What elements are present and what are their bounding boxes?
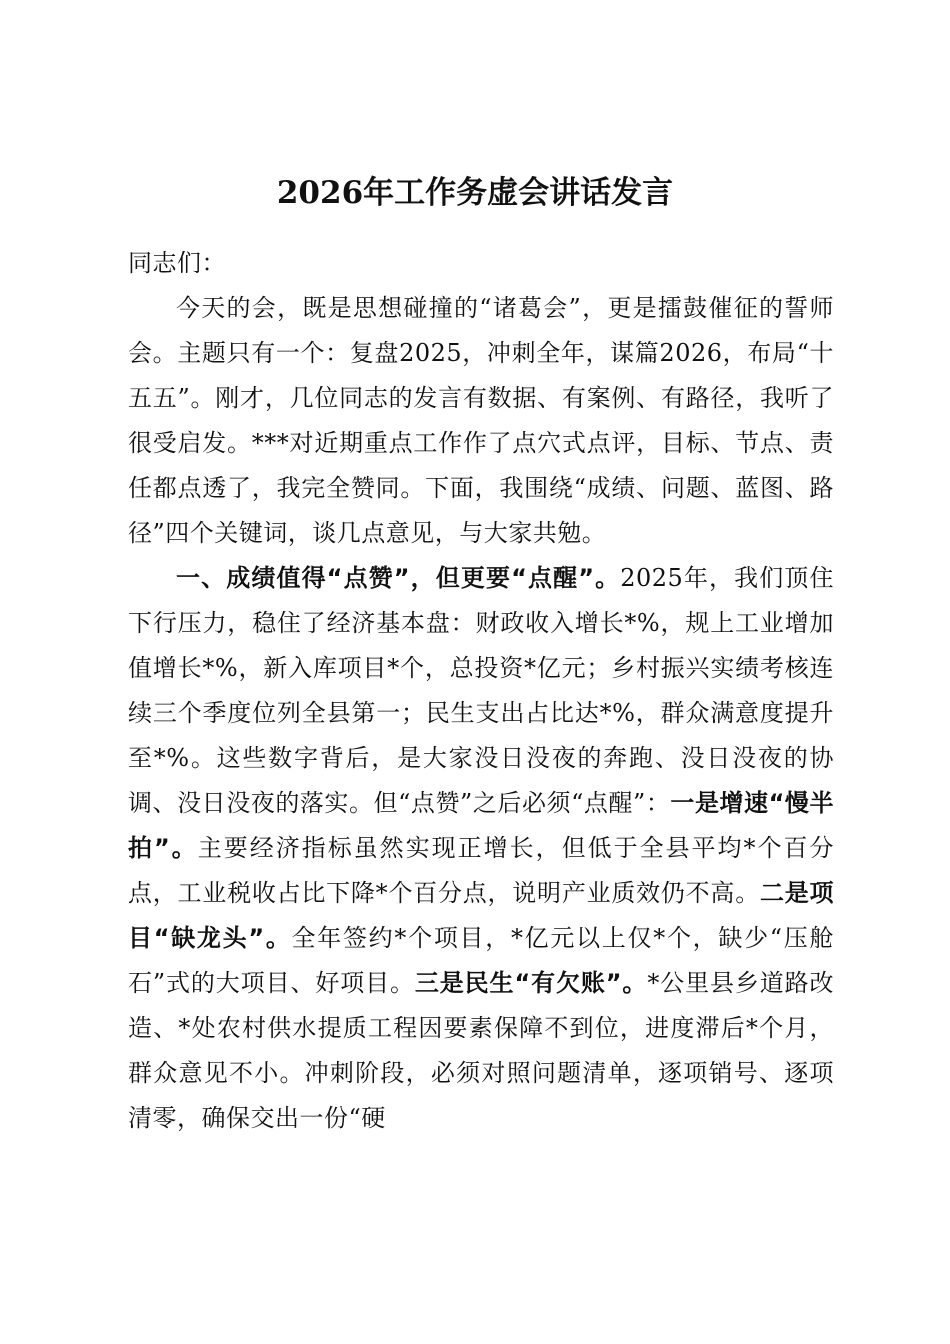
point-2-heading: 二是项目“缺龙头”。 [128, 879, 835, 952]
document-body [128, 241, 834, 1141]
section-1-text: 2025年，我们顶住下行压力，稳住了经济基本盘：财政收入增长*%，规上工业增加值增长*%，新入库项目*个，总投资*亿元；乡村振兴实绩考核连续三个季度位列全县第一；民生支出占比达*%，群众满意度提升至*%。这些数字背后，是大家没日没夜的奔跑、没日没夜的协调、没日没夜的落实。但“点赞”之后必须“点醒”： [128, 564, 835, 817]
point-1-text: 主要经济指标虽然实现正增长，但低于全县平均*个百分点，工业税收占比下降*个百分点，说明产业质效仍不高。 [128, 834, 834, 907]
point-3-text: *公里县乡道路改造、*处农村供水提质工程因要素保障不到位，进度滞后*个月，群众意见不小。冲刺阶段，必须对照问题清单，逐项销号、逐项清零，确保交出一份“硬 [128, 969, 835, 1132]
section-1-heading: 一、成绩值得“点赞”，但更要“点醒”。 [176, 564, 621, 592]
paragraph-section-1 [128, 556, 834, 1141]
document-title: 2026年工作务虚会讲话发言 [276, 175, 674, 211]
point-1-heading: 一是增速“慢半拍”。 [128, 789, 834, 862]
point-2-text: 全年签约*个项目，*亿元以上仅*个，缺少“压舱石”式的大项目、好项目。 [128, 924, 834, 997]
paragraph-intro: 今天的会，既是思想碰撞的“诸葛会”，更是擂鼓催征的誓师会。主题只有一个：复盘2025，冲刺全年，谋篇2026，布局“十五五”。刚才，几位同志的发言有数据、有案例、有路径，我听了很受启发。***对近期重点工作作了点穴式点评，目标、节点、责任都点透了，我完全赞同。下面，我围绕“成绩、问题、蓝图、路径”四个关键词，谈几点意见，与大家共勉。 [128, 294, 834, 547]
salutation: 同志们： [128, 249, 226, 277]
point-3-heading: 三是民生“有欠账”。 [414, 969, 648, 997]
